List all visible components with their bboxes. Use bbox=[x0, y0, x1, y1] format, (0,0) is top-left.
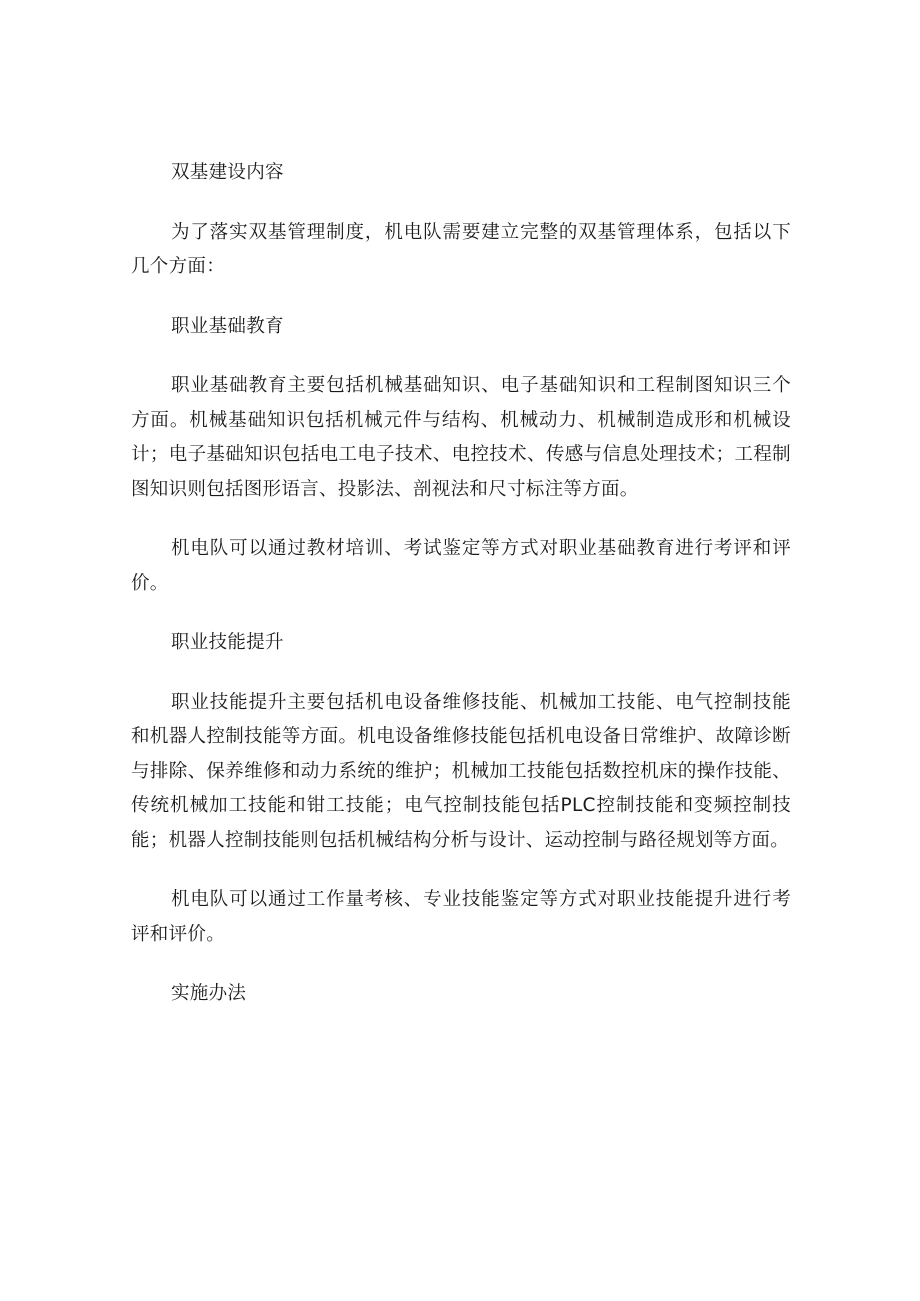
section-heading-vocational-skill-improvement: 职业技能提升 bbox=[171, 632, 284, 653]
paragraph-basic-education-scope: 职业基础教育主要包括机械基础知识、电子基础知识和工程制图知识三个方面。机械基础知识包括机械元件与结构、机械动力、机械制造成形和机械设计；电子基础知识包括电工电子技术、电控技术、传感与信息处理技术；工程制图知识则包括图形语言、投影法、剖视法和尺寸标注等方面。 bbox=[131, 375, 791, 500]
section-heading-implementation-measures: 实施办法 bbox=[171, 983, 247, 1004]
document-body bbox=[131, 156, 791, 1012]
section-heading-vocational-basic-education: 职业基础教育 bbox=[171, 315, 284, 337]
paragraph-intro: 为了落实双基管理制度，机电队需要建立完整的双基管理体系，包括以下几个方面： bbox=[131, 221, 791, 277]
paragraph-skill-improvement-scope: 职业技能提升主要包括机电设备维修技能、机械加工技能、电气控制技能和机器人控制技能等方面。机电设备维修技能包括机电设备日常维护、故障诊断与排除、保养维修和动力系统的维护；机械加工技能包括数控机床的操作技能、传统机械加工技能和钳工技能；电气控制技能包括PLC控制技能和变频控制技能；机器人控制技能则包括机械结构分析与设计、运动控制与路径规划等方面。 bbox=[131, 691, 791, 851]
paragraph-basic-education-evaluation: 机电队可以通过教材培训、考试鉴定等方式对职业基础教育进行考评和评价。 bbox=[131, 538, 791, 594]
paragraph-skill-improvement-evaluation: 机电队可以通过工作量考核、专业技能鉴定等方式对职业技能提升进行考评和评价。 bbox=[131, 889, 791, 945]
section-heading-double-basics-content: 双基建设内容 bbox=[171, 162, 284, 183]
